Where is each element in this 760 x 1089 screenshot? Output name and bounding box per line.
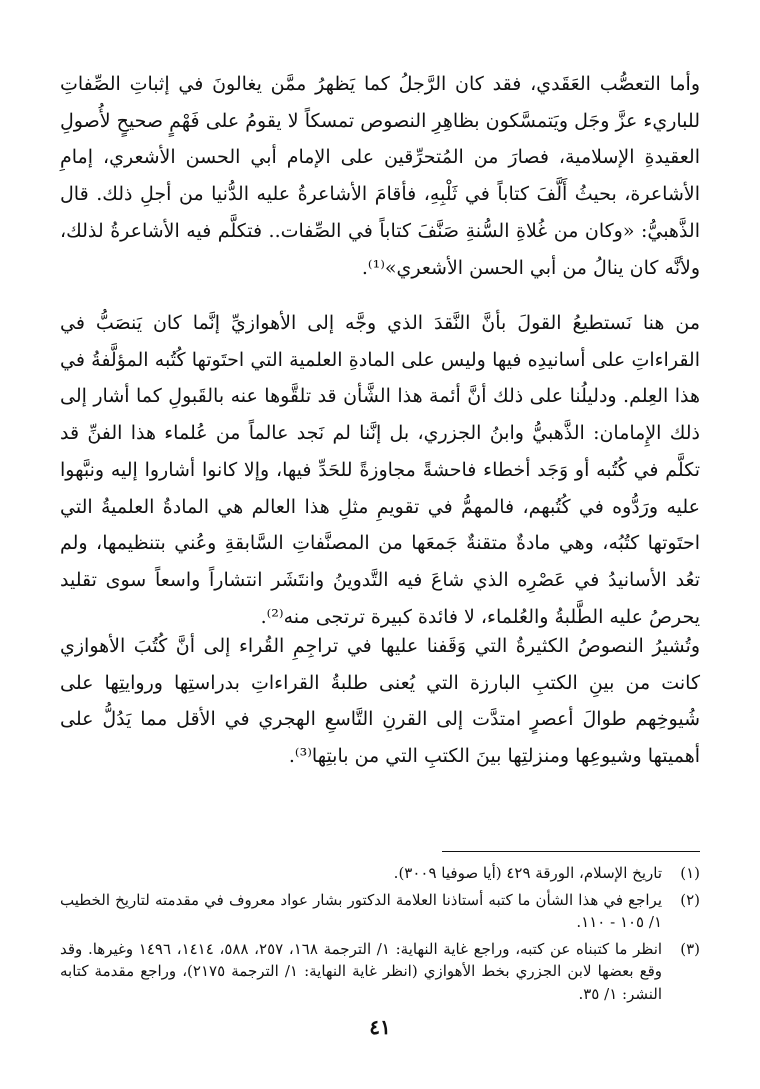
footnote-3 xyxy=(60,938,700,1006)
footnote-1 xyxy=(60,862,700,885)
paragraph-criticism: من هنا نَستطيعُ القولَ بأنَّ النَّقدَ الذي وجَّه إلى الأهوازيِّ إنَّما كان يَنصَبُّ في القراءاتِ على أسانيدِه فيها وليس على المادةِ العلمية التي احتَوتها كُتُبه المؤلَّفةُ في هذا العِلم. ودليلُنا على ذلك أنَّ أئمة هذا الشَّأن قد تلقَّوها عنه بالقَبولِ كما أشار إلى ذلك الإِمامان: الذَّهبيُّ وابنُ الجزري، بل إنَّنا لم نَجد عالماً من عُلماء هذا الفنِّ قد تكلَّم في كُتُبه أو وَجَد أخطاء فاحشةً مجاوزةً للحَدِّ فيها، وإلا كانوا أشاروا إليه ونبَّهوا عليه ورَدُّوه في كُتُبهم، فالمهمُّ في تقويمِ مثلِ هذا العالم هي المادةُ العلميةُ التي احتَوتها كتُبُه، وهي مادةٌ متقنةٌ جَمعَها من المصنَّفاتِ السَّابقةِ وعُني بتنظيمها، ولم تعُد الأسانيدُ في عَصْرِه الذي شاعَ فيه التَّدوينُ وانتَشَر انتشاراً واسعاً سوى تقليد يحرصُ عليه الطَّلبةُ والعُلماء، لا فائدة كبيرة ترتجى منه⁽²⁾. xyxy=(60,312,700,628)
footnote-text: يراجع في هذا الشأن ما كتبه أستاذنا العلامة الدكتور بشار عواد معروف في مقدمته لتاريخ الخطيب ١/ ١٠٥ - ١١٠. xyxy=(60,890,662,931)
paragraph-intolerance: وأما التعصُّب العَقَدي، فقد كان الرَّجلُ كما يَظهرُ ممَّن يغالونَ في إثباتِ الصِّفاتِ للباريء عزَّ وجَل ويَتمسَّكون بظاهِرِ النصوص تمسكاً لا يقومُ على فَهْمٍ صحيحٍ لأُصولِ العقيدةِ الإسلامية، فصارَ من المُتحرِّقين على الإمام أبي الحسن الأشعري، إمامِ الأشاعرة، بحيثُ أَلَّفَ كتاباً في ثَلْبِهِ، فأقامَ الأشاعرةُ عليه الدُّنيا من أجلِ ذلك. قال الذَّهبيُّ: «وكان من غُلاةِ السُّنةِ صَنَّفَ كتاباً في الصِّفات.. فتكلَّم فيه الأشاعرةُ لذلك، ولأنَّه كان ينالُ من أبي الحسن الأشعري»⁽¹⁾. xyxy=(60,73,700,279)
footnote-separator xyxy=(442,851,700,852)
footnote-number: (٣) xyxy=(680,939,700,958)
footnotes xyxy=(60,862,700,1009)
footnote-number: (١) xyxy=(680,864,700,882)
paragraph-books-importance: وتُشيرُ النصوصُ الكثيرةُ التي وَقَفنا عليها في تراجِمِ القُراء إلى أنَّ كُتُبَ الأهوازي كانت من بينِ الكتبِ البارزة التي يُعنى طلبةُ القراءاتِ بدراستِها وروايتِها على شُيوخِهم طوالَ أعصرٍ امتدَّت إلى القرنِ التَّاسعِ الهجري في الأقل مما يَدُلُّ على أهميتها وشيوعِها ومنزلتِها بينَ الكتبِ التي من بابتِها⁽³⁾. xyxy=(60,635,700,768)
footnote-number: (٢) xyxy=(680,890,700,909)
footnote-text: انظر ما كتبناه عن كتبه، وراجع غاية النهاية: ١/ الترجمة ١٦٨، ٢٥٧، ٥٨٨، ١٤١٤، ١٤٩٦ وغيرها. وقد وقع بعضها لابن الجزري بخط الأهوازي (انظر غاية النهاية: ١/ الترجمة ٢١٧٥)، وراجع مقدمة كتابه النشر: ١/ ٣٥. xyxy=(60,939,663,1003)
footnote-text: تاريخ الإسلام، الورقة ٤٢٩ (أيا صوفيا ٣٠٠٩). xyxy=(393,864,662,882)
footnote-2 xyxy=(60,889,700,934)
page-number: ٤١ xyxy=(369,1015,391,1039)
